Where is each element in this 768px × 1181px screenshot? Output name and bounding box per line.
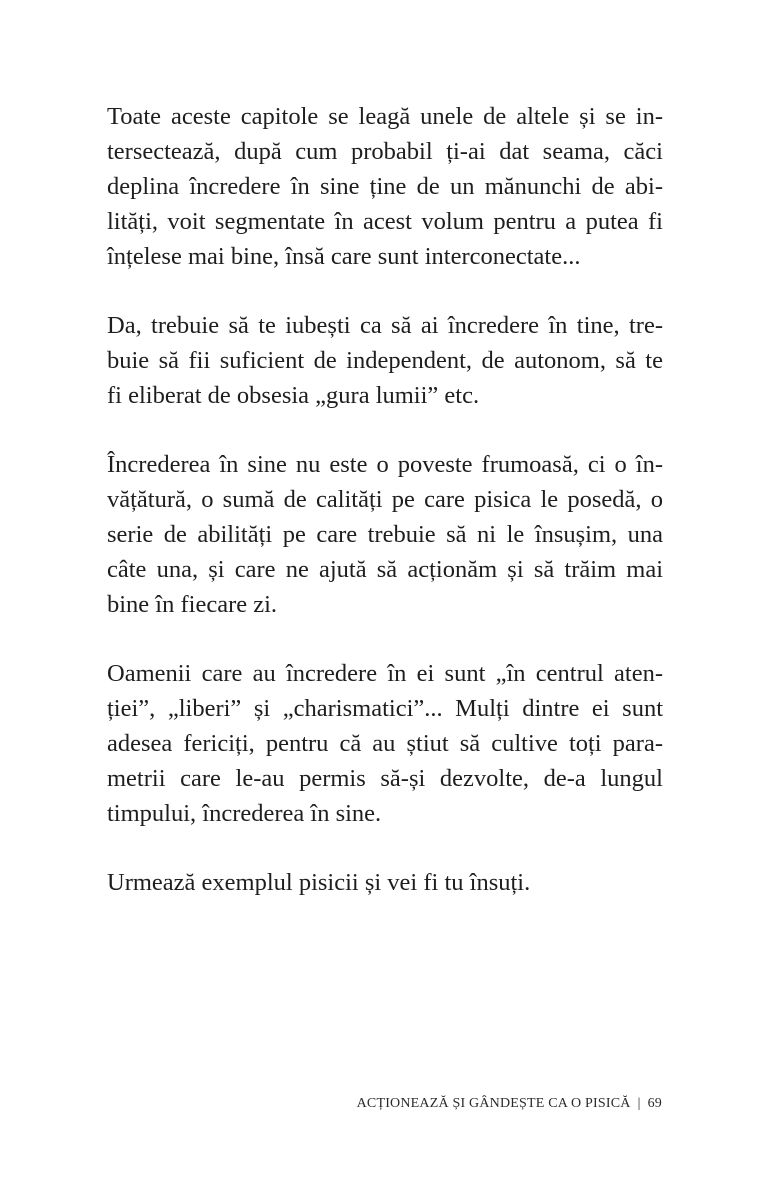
text-line: buie să fii suficient de independent, de autonom, să te <box>107 347 663 374</box>
text-line: Încrederea în sine nu este o poveste frumoasă, ci o în- <box>107 451 663 478</box>
text-line: adesea fericiți, pentru că au știut să cultive toți para- <box>107 730 663 757</box>
text-line: lități, voit segmentate în acest volum pentru a putea fi <box>107 208 663 235</box>
paragraph-3 <box>107 447 663 622</box>
text-line: tersectează, după cum probabil ți-ai dat seama, căci <box>107 138 663 165</box>
text-line: câte una, și care ne ajută să acționăm și să trăim mai <box>107 556 663 583</box>
body-text <box>107 99 663 934</box>
text-line: bine în fiecare zi. <box>107 591 278 618</box>
running-title: ACȚIONEAZĂ ȘI GÂNDEȘTE CA O PISICĂ <box>356 1096 631 1111</box>
text-line: deplina încredere în sine ține de un mănunchi de abi- <box>107 173 663 200</box>
text-line: Da, trebuie să te iubești ca să ai încredere în tine, tre- <box>107 312 663 339</box>
text-line: timpului, încrederea în sine. <box>107 800 382 827</box>
paragraph-1 <box>107 99 663 274</box>
text-line: vățătură, o sumă de calități pe care pisica le posedă, o <box>107 486 663 513</box>
paragraph-4 <box>107 656 663 831</box>
text-line: metrii care le-au permis să-și dezvolte, de-a lungul <box>107 765 663 792</box>
text-line: ției”, „liberi” și „charismatici”... Mulți dintre ei sunt <box>107 695 663 722</box>
paragraph-2 <box>107 308 663 413</box>
text-line: serie de abilități pe care trebuie să ni le însușim, una <box>107 521 663 548</box>
text-line: Toate aceste capitole se leagă unele de altele și se in- <box>107 103 663 130</box>
text-line: Oamenii care au încredere în ei sunt „în centrul aten- <box>107 660 663 687</box>
paragraph-5 <box>107 865 663 900</box>
text-line: fi eliberat de obsesia „gura lumii” etc. <box>107 382 480 409</box>
running-footer <box>357 1094 662 1114</box>
footer-separator: | <box>637 1096 641 1111</box>
text-line: înțelese mai bine, însă care sunt interconectate... <box>107 243 581 270</box>
page-number: 69 <box>647 1096 662 1111</box>
text-line: Urmează exemplul pisicii și vei fi tu însuți. <box>107 869 531 896</box>
